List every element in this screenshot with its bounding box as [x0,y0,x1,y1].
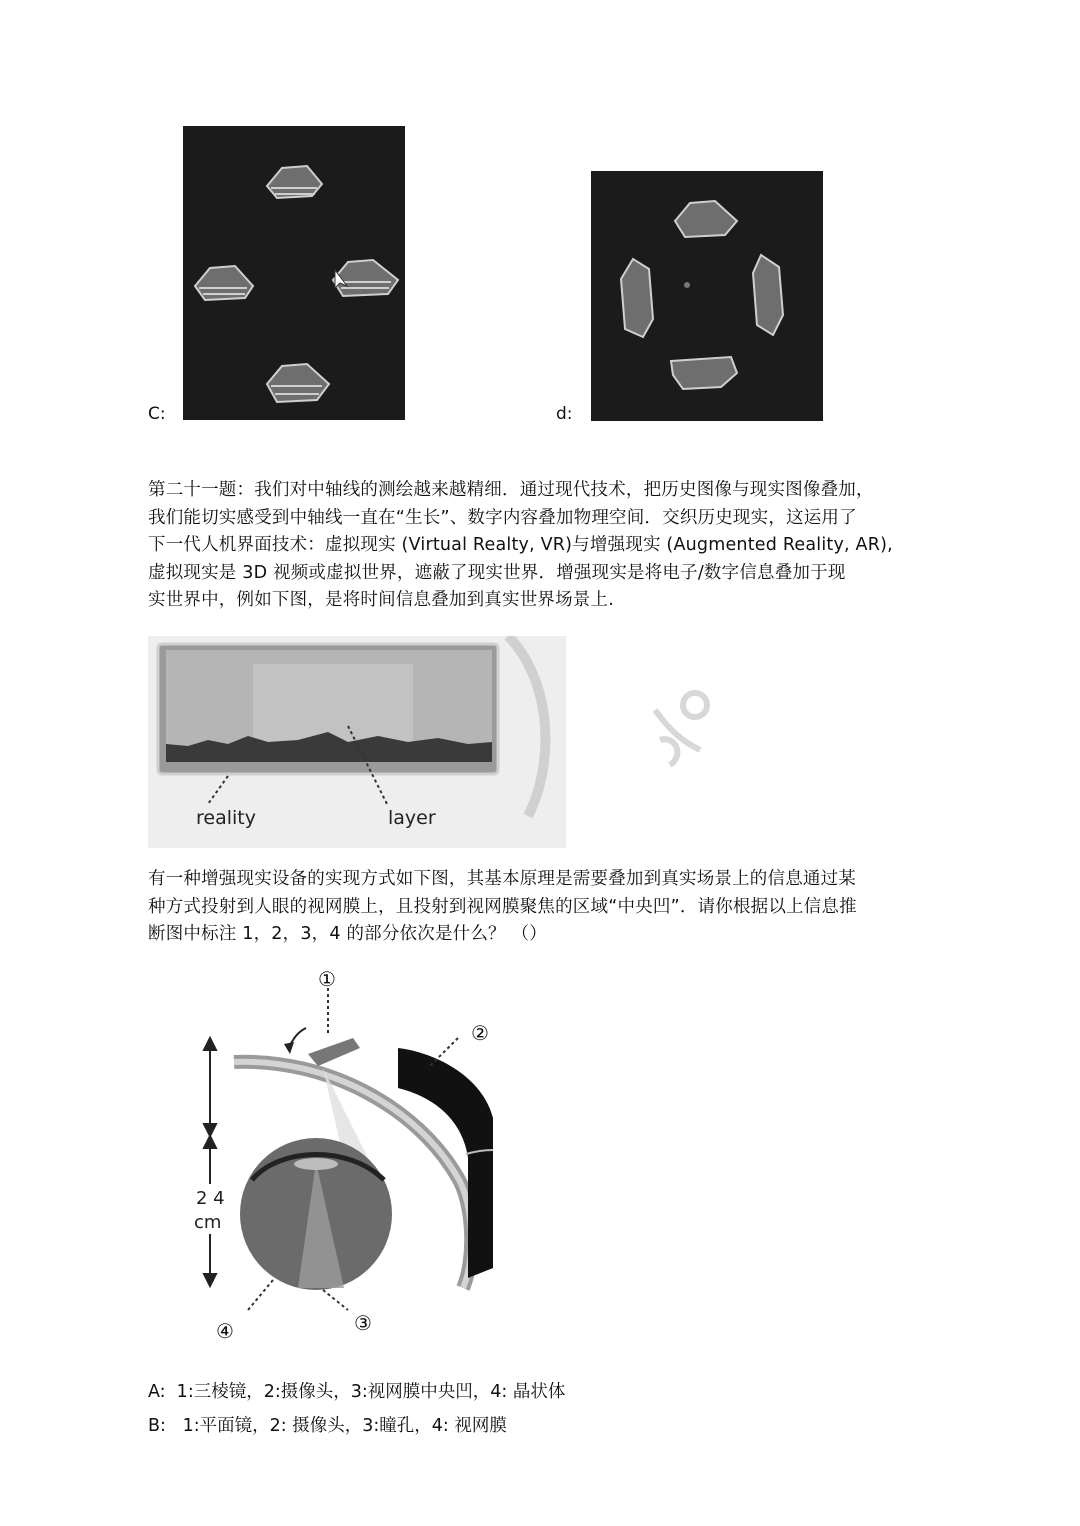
marker-1: ① [318,967,336,991]
reflection-left [621,259,653,337]
text-line: 有一种增强现实设备的实现方式如下图，其基本原理是需要叠加到真实场景上的信息通过某 [148,869,856,889]
eye-diagram-illustration [148,958,568,1368]
figure-c-reflections [183,126,405,420]
reflection-right [753,255,783,335]
ar-figure-illustration [148,636,566,848]
eye-diagram [148,958,568,1368]
text-line: 我们能切实感受到中轴线一直在“生长”、数字内容叠加物理空间．交织历史现实，这运用了 [148,507,857,528]
reflection-left [195,266,253,300]
question-21-text [148,477,958,615]
reflection-top [267,166,322,198]
faded-robot-graphic [640,680,730,770]
marker-3: ③ [354,1311,372,1335]
reflection-right [333,260,398,296]
figure-d-label: d: [556,404,573,424]
option-a: A: 1:三棱镜，2:摄像头，3:视网膜中央凹，4: 晶状体 [148,1382,566,1402]
marker-2: ② [471,1021,489,1045]
figure-c-photo [183,126,405,420]
option-b: B: 1:平面镜，2: 摄像头，3:瞳孔，4: 视网膜 [148,1416,507,1436]
figure-d-photo [591,171,823,421]
reflection-bottom [267,364,329,402]
text-line: 种方式投射到人眼的视网膜上，且投射到视网膜聚焦的区域“中央凹”．请你根据以上信息推 [148,896,857,917]
text-line: 虚拟现实是 3D 视频或虚拟世界，遮蔽了现实世界．增强现实是将电子/数字信息叠加于现 [148,562,846,583]
dimension-unit: cm [194,1212,222,1233]
ar-layer-overlay [253,664,413,744]
reflection-bottom [671,357,737,389]
ar-figure [148,636,566,848]
label-reality: reality [196,807,256,829]
dimension-value: 2 4 [196,1188,225,1209]
device-question-text [148,866,958,949]
text-line: 第二十一题：我们对中轴线的测绘越来越精细．通过现代技术，把历史图像与现实图像叠加， [148,480,874,500]
figure-c-label: C: [148,404,166,424]
label-layer: layer [388,807,436,829]
reflection-top [675,201,737,237]
text-line: 实世界中，例如下图，是将时间信息叠加到真实世界场景上. [148,590,614,610]
text-line: 下一代人机界面技术：虚拟现实 (Virtual Realty, VR)与增强现实 (Augmented Reality, AR), [148,535,893,555]
figure-d-reflections [591,171,823,421]
text-line: 断图中标注 1，2，3，4 的部分依次是什么？ （） [148,924,547,944]
marker-4: ④ [216,1319,234,1343]
